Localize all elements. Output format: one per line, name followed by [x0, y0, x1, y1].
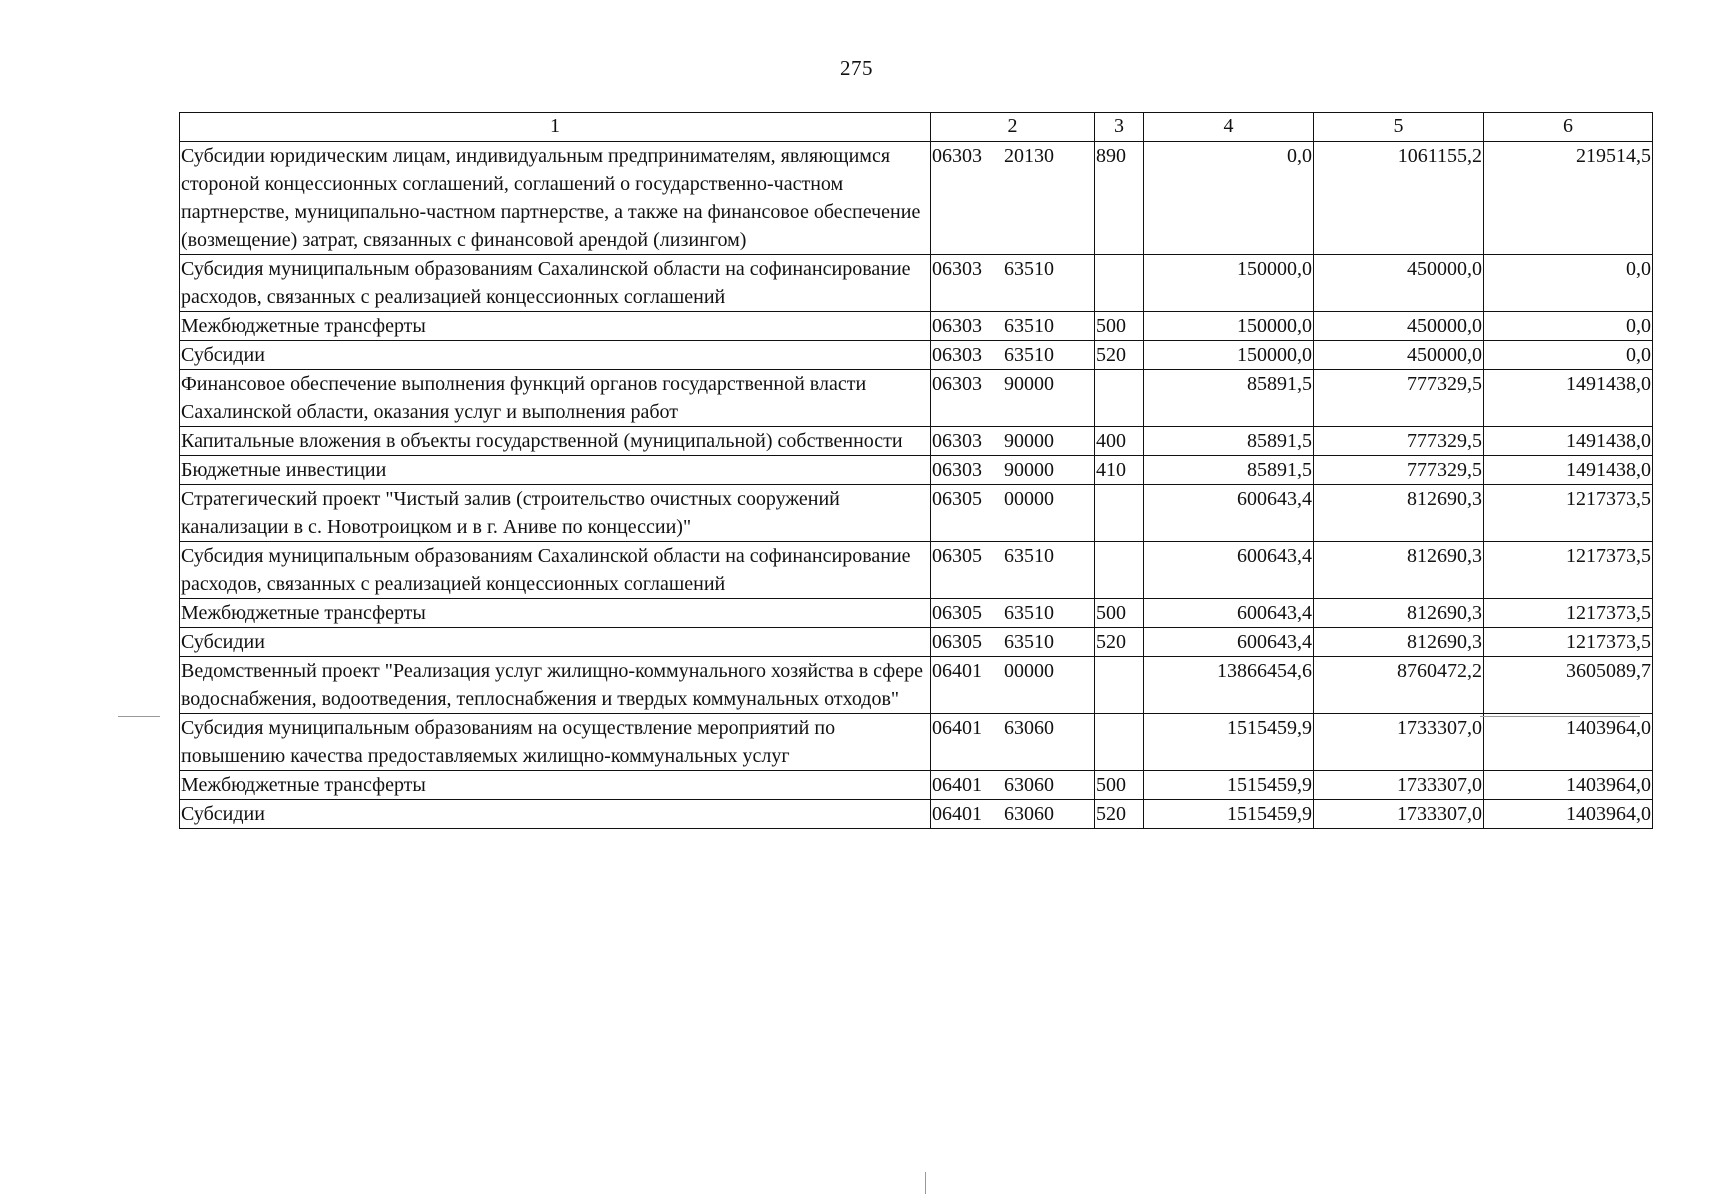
program-code: 06303	[932, 373, 982, 395]
value-col6-cell: 219514,5	[1484, 142, 1653, 255]
value-col5-cell: 812690,3	[1314, 599, 1484, 628]
value-col5-cell: 8760472,2	[1314, 657, 1484, 714]
table-row	[180, 255, 1653, 312]
column-header: 6	[1484, 113, 1653, 142]
table-row	[180, 427, 1653, 456]
value-col5-cell: 1733307,0	[1314, 714, 1484, 771]
expense-type-cell	[1095, 657, 1144, 714]
value-col4-cell: 1515459,9	[1144, 714, 1314, 771]
direction-code: 00000	[1004, 660, 1054, 682]
table-row	[180, 599, 1653, 628]
value-col4-cell: 0,0	[1144, 142, 1314, 255]
value-col6-cell: 1491438,0	[1484, 427, 1653, 456]
direction-code: 00000	[1004, 488, 1054, 510]
item-name-cell: Субсидии	[180, 800, 931, 829]
direction-code: 90000	[1004, 430, 1054, 452]
value-col5-cell: 1733307,0	[1314, 800, 1484, 829]
code-cell	[931, 255, 1095, 312]
code-cell	[931, 657, 1095, 714]
program-code: 06303	[932, 258, 982, 280]
direction-code: 63510	[1004, 315, 1054, 337]
item-name-cell: Субсидия муниципальным образованиям на осуществление мероприятий по повышению качества предоставляемых жилищно-коммунальных услуг	[180, 714, 931, 771]
code-cell	[931, 142, 1095, 255]
direction-code: 20130	[1004, 145, 1054, 167]
expense-type-cell	[1095, 485, 1144, 542]
value-col6-cell: 1403964,0	[1484, 714, 1653, 771]
value-col6-cell: 3605089,7	[1484, 657, 1653, 714]
table-row	[180, 485, 1653, 542]
value-col4-cell: 85891,5	[1144, 456, 1314, 485]
program-code: 06401	[932, 660, 982, 682]
value-col4-cell: 1515459,9	[1144, 800, 1314, 829]
column-header: 1	[180, 113, 931, 142]
value-col6-cell: 1217373,5	[1484, 628, 1653, 657]
value-col4-cell: 13866454,6	[1144, 657, 1314, 714]
table-row	[180, 370, 1653, 427]
expense-type-cell	[1095, 255, 1144, 312]
code-cell	[931, 542, 1095, 599]
expense-type-cell: 500	[1095, 771, 1144, 800]
expense-type-cell: 500	[1095, 312, 1144, 341]
program-code: 06401	[932, 774, 982, 796]
value-col6-cell: 1403964,0	[1484, 800, 1653, 829]
direction-code: 63510	[1004, 545, 1054, 567]
page-number: 275	[840, 56, 873, 80]
value-col5-cell: 777329,5	[1314, 456, 1484, 485]
direction-code: 63060	[1004, 717, 1054, 739]
program-code: 06305	[932, 631, 982, 653]
code-cell	[931, 771, 1095, 800]
item-name-cell: Финансовое обеспечение выполнения функций органов государственной власти Сахалинской области, оказания услуг и выполнения работ	[180, 370, 931, 427]
item-name-cell: Стратегический проект "Чистый залив (строительство очистных сооружений канализации в с. Новотроицком и в г. Аниве по концессии)"	[180, 485, 931, 542]
value-col5-cell: 450000,0	[1314, 255, 1484, 312]
value-col4-cell: 600643,4	[1144, 628, 1314, 657]
expense-type-cell: 520	[1095, 628, 1144, 657]
value-col6-cell: 1403964,0	[1484, 771, 1653, 800]
expense-type-cell: 890	[1095, 142, 1144, 255]
value-col4-cell: 600643,4	[1144, 599, 1314, 628]
table-row	[180, 714, 1653, 771]
value-col6-cell: 1217373,5	[1484, 542, 1653, 599]
table-row	[180, 628, 1653, 657]
program-code: 06305	[932, 488, 982, 510]
code-cell	[931, 312, 1095, 341]
value-col5-cell: 812690,3	[1314, 485, 1484, 542]
value-col5-cell: 450000,0	[1314, 341, 1484, 370]
value-col4-cell: 85891,5	[1144, 427, 1314, 456]
value-col6-cell: 1491438,0	[1484, 456, 1653, 485]
value-col4-cell: 1515459,9	[1144, 771, 1314, 800]
program-code: 06303	[932, 145, 982, 167]
program-code: 06303	[932, 459, 982, 481]
value-col5-cell: 812690,3	[1314, 542, 1484, 599]
value-col4-cell: 150000,0	[1144, 312, 1314, 341]
code-cell	[931, 628, 1095, 657]
code-cell	[931, 485, 1095, 542]
item-name-cell: Бюджетные инвестиции	[180, 456, 931, 485]
item-name-cell: Ведомственный проект "Реализация услуг жилищно-коммунального хозяйства в сфере водоснабжения, водоотведения, теплоснабжения и твердых коммунальных отходов"	[180, 657, 931, 714]
value-col5-cell: 450000,0	[1314, 312, 1484, 341]
value-col5-cell: 777329,5	[1314, 370, 1484, 427]
program-code: 06401	[932, 717, 982, 739]
expense-type-cell	[1095, 542, 1144, 599]
table-row	[180, 657, 1653, 714]
program-code: 06303	[932, 344, 982, 366]
value-col6-cell: 1217373,5	[1484, 485, 1653, 542]
budget-table	[179, 112, 1653, 829]
program-code: 06305	[932, 602, 982, 624]
value-col6-cell: 1491438,0	[1484, 370, 1653, 427]
table-row	[180, 312, 1653, 341]
code-cell	[931, 370, 1095, 427]
value-col5-cell: 1061155,2	[1314, 142, 1484, 255]
value-col4-cell: 150000,0	[1144, 255, 1314, 312]
item-name-cell: Межбюджетные трансферты	[180, 599, 931, 628]
program-code: 06303	[932, 315, 982, 337]
expense-type-cell	[1095, 370, 1144, 427]
direction-code: 63060	[1004, 774, 1054, 796]
item-name-cell: Субсидия муниципальным образованиям Сахалинской области на софинансирование расходов, связанных с реализацией концессионных соглашений	[180, 542, 931, 599]
item-name-cell: Межбюджетные трансферты	[180, 312, 931, 341]
program-code: 06305	[932, 545, 982, 567]
table-row	[180, 800, 1653, 829]
item-name-cell: Капитальные вложения в объекты государственной (муниципальной) собственности	[180, 427, 931, 456]
table-row	[180, 771, 1653, 800]
direction-code: 63060	[1004, 803, 1054, 825]
value-col5-cell: 777329,5	[1314, 427, 1484, 456]
code-cell	[931, 341, 1095, 370]
expense-type-cell	[1095, 714, 1144, 771]
value-col4-cell: 85891,5	[1144, 370, 1314, 427]
item-name-cell: Субсидия муниципальным образованиям Сахалинской области на софинансирование расходов, связанных с реализацией концессионных соглашений	[180, 255, 931, 312]
expense-type-cell: 400	[1095, 427, 1144, 456]
expense-type-cell: 410	[1095, 456, 1144, 485]
expense-type-cell: 520	[1095, 800, 1144, 829]
direction-code: 63510	[1004, 344, 1054, 366]
expense-type-cell: 520	[1095, 341, 1144, 370]
code-cell	[931, 714, 1095, 771]
code-cell	[931, 456, 1095, 485]
direction-code: 90000	[1004, 373, 1054, 395]
table-row	[180, 456, 1653, 485]
item-name-cell: Субсидии юридическим лицам, индивидуальным предпринимателям, являющимся стороной концессионных соглашений, соглашений о государственно-частном партнерстве, муниципально-частном партнерстве, а также на финансовое обеспечение (возмещение) затрат, связанных с финансовой арендой (лизингом)	[180, 142, 931, 255]
header-row	[180, 113, 1653, 142]
column-header: 2	[931, 113, 1095, 142]
code-cell	[931, 427, 1095, 456]
direction-code: 63510	[1004, 602, 1054, 624]
code-cell	[931, 599, 1095, 628]
program-code: 06401	[932, 803, 982, 825]
value-col4-cell: 150000,0	[1144, 341, 1314, 370]
value-col6-cell: 1217373,5	[1484, 599, 1653, 628]
code-cell	[931, 800, 1095, 829]
column-header: 4	[1144, 113, 1314, 142]
item-name-cell: Субсидии	[180, 628, 931, 657]
value-col6-cell: 0,0	[1484, 341, 1653, 370]
value-col6-cell: 0,0	[1484, 255, 1653, 312]
item-name-cell: Межбюджетные трансферты	[180, 771, 931, 800]
value-col5-cell: 1733307,0	[1314, 771, 1484, 800]
column-header: 5	[1314, 113, 1484, 142]
item-name-cell: Субсидии	[180, 341, 931, 370]
value-col4-cell: 600643,4	[1144, 485, 1314, 542]
direction-code: 63510	[1004, 258, 1054, 280]
table-row	[180, 341, 1653, 370]
table-row	[180, 142, 1653, 255]
value-col5-cell: 812690,3	[1314, 628, 1484, 657]
column-header: 3	[1095, 113, 1144, 142]
expense-type-cell: 500	[1095, 599, 1144, 628]
table-row	[180, 542, 1653, 599]
value-col6-cell: 0,0	[1484, 312, 1653, 341]
value-col4-cell: 600643,4	[1144, 542, 1314, 599]
direction-code: 90000	[1004, 459, 1054, 481]
direction-code: 63510	[1004, 631, 1054, 653]
program-code: 06303	[932, 430, 982, 452]
